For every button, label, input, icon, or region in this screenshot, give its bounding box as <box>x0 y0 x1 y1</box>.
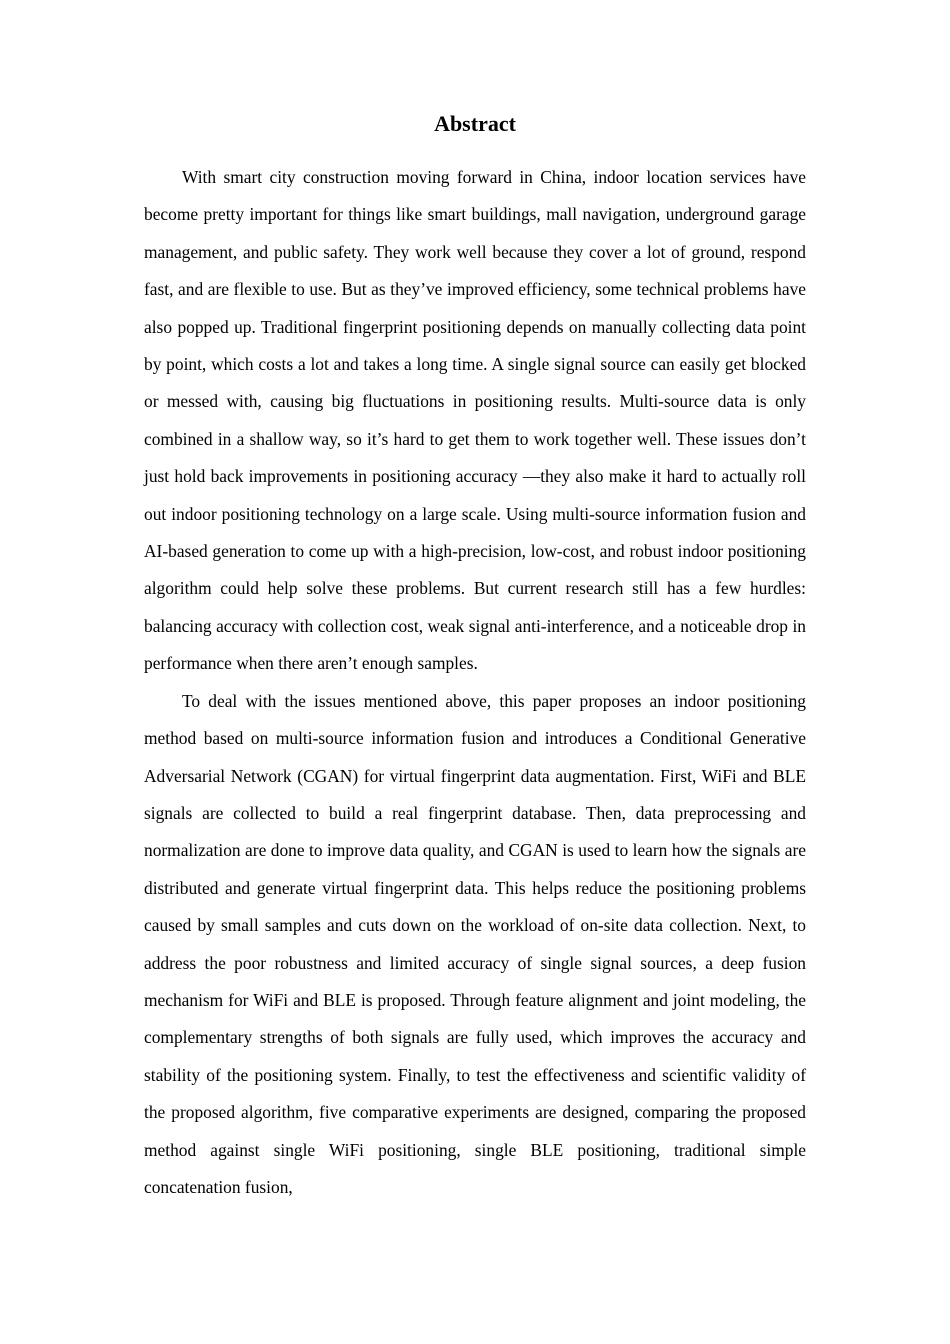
abstract-body <box>144 159 806 1206</box>
abstract-paragraph-1: With smart city construction moving forward in China, indoor location services have become pretty important for things like smart buildings, mall navigation, underground garage management, and public safety. They work well because they cover a lot of ground, respond fast, and are flexible to use. But as they’ve improved efficiency, some technical problems have also popped up. Traditional fingerprint positioning depends on manually collecting data point by point, which costs a lot and takes a long time. A single signal source can easily get blocked or messed with, causing big fluctuations in positioning results. Multi-source data is only combined in a shallow way, so it’s hard to get them to work together well. These issues don’t just hold back improvements in positioning accuracy —they also make it hard to actually roll out indoor positioning technology on a large scale. Using multi-source information fusion and AI-based generation to come up with a high-precision, low-cost, and robust indoor positioning algorithm could help solve these problems. But current research still has a few hurdles: balancing accuracy with collection cost, weak signal anti-interference, and a noticeable drop in performance when there aren’t enough samples. <box>144 167 806 674</box>
abstract-title: Abstract <box>434 111 516 136</box>
abstract-paragraph-2: To deal with the issues mentioned above, this paper proposes an indoor positioning method based on multi-source information fusion and introduces a Conditional Generative Adversarial Network (CGAN) for virtual fingerprint data augmentation. First, WiFi and BLE signals are collected to build a real fingerprint database. Then, data preprocessing and normalization are done to improve data quality, and CGAN is used to learn how the signals are distributed and generate virtual fingerprint data. This helps reduce the positioning problems caused by small samples and cuts down on the workload of on-site data collection. Next, to address the poor robustness and limited accuracy of single signal sources, a deep fusion mechanism for WiFi and BLE is proposed. Through feature alignment and joint modeling, the complementary strengths of both signals are fully used, which improves the accuracy and stability of the positioning system. Finally, to test the effectiveness and scientific validity of the proposed algorithm, five comparative experiments are designed, comparing the proposed method against single WiFi positioning, single BLE positioning, traditional simple concatenation fusion, <box>144 690 806 1197</box>
